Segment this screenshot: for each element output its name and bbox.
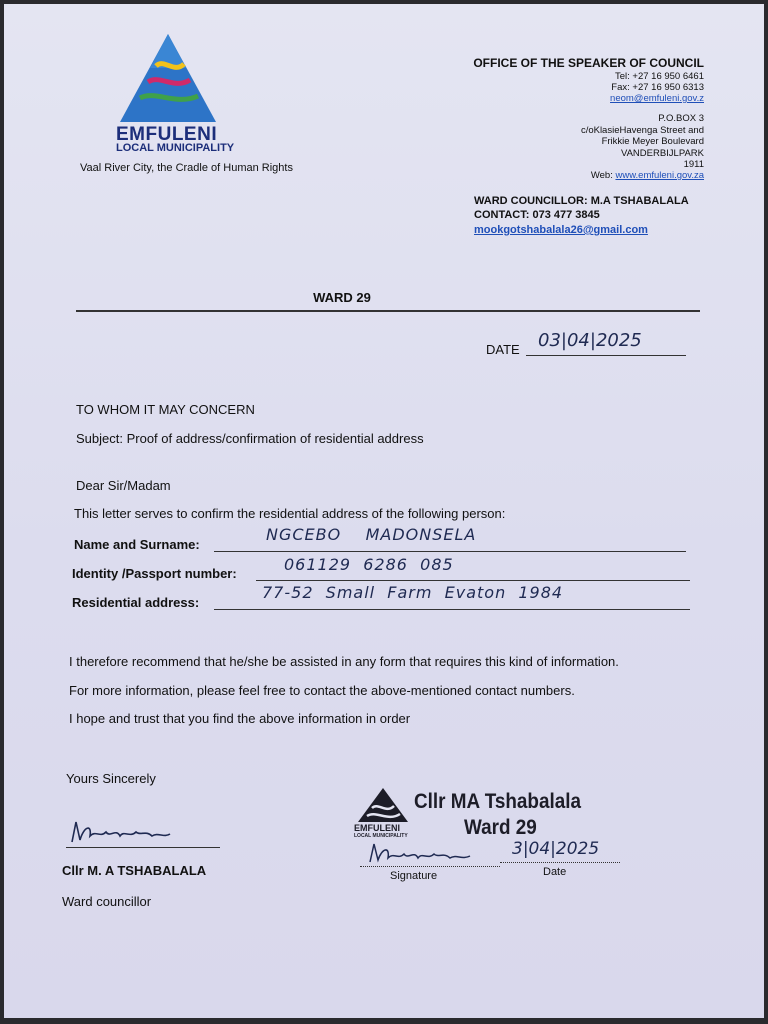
address-line-2: c/oKlasieHavenga Street and (580, 125, 704, 136)
header-divider (76, 310, 700, 312)
name-value: NGCEBO MADONSELA (266, 525, 477, 544)
closing: Yours Sincerely (66, 771, 156, 786)
logo-tagline: Vaal River City, the Cradle of Human Rights (80, 162, 293, 174)
stamp-logo-name: EMFULENI (354, 823, 400, 833)
logo-sub: LOCAL MUNICIPALITY (116, 142, 235, 154)
id-line (256, 580, 690, 581)
intro-text: This letter serves to confirm the residential address of the following person: (74, 506, 506, 521)
logo-name: EMFULENI (116, 124, 218, 145)
body-paragraph-2: For more information, please feel free to contact the above-mentioned contact numbers. (69, 683, 575, 698)
stamp-ward: Ward 29 (464, 816, 537, 839)
office-title: OFFICE OF THE SPEAKER OF COUNCIL (473, 56, 704, 70)
address-line-3: Frikkie Meyer Boulevard (601, 136, 704, 147)
date-line (526, 355, 686, 356)
stamp-name: Cllr MA Tshabalala (414, 790, 581, 813)
stamp-signature-line (360, 866, 500, 867)
councillor-contact: CONTACT: 073 477 3845 (474, 209, 600, 221)
letter-page (4, 4, 764, 1018)
stamp-date-value: 3|04|2025 (512, 839, 600, 859)
body-paragraph-3: I hope and trust that you find the above information in order (69, 711, 411, 726)
address-line-5: 1911 (683, 159, 704, 170)
date-value: 03|04|2025 (538, 330, 642, 351)
office-tel: Tel: +27 16 950 6461 (614, 71, 704, 82)
office-fax: Fax: +27 16 950 6313 (611, 82, 704, 93)
name-label: Name and Surname: (74, 537, 200, 552)
date-label: DATE (486, 342, 520, 357)
office-email-link[interactable]: neom@emfuleni.gov.z (610, 93, 704, 104)
stamp-date-line (500, 862, 620, 863)
signer-name: Cllr M. A TSHABALALA (62, 863, 207, 878)
address-line (214, 609, 690, 610)
signer-role: Ward councillor (62, 894, 152, 909)
address-label: Residential address: (72, 595, 200, 610)
greeting-to: TO WHOM IT MAY CONCERN (76, 402, 255, 417)
stamp-signature-icon (366, 840, 476, 868)
ward-councillor: WARD COUNCILLOR: M.A TSHABALALA (474, 195, 689, 207)
signature-line (66, 847, 220, 848)
name-line (214, 551, 686, 552)
address-line-4: VANDERBIJLPARK (620, 148, 704, 159)
id-label: Identity /Passport number: (72, 566, 237, 581)
municipality-logo-icon (118, 32, 218, 124)
office-web: Web: www.emfuleni.gov.za (590, 170, 704, 181)
councillor-email-link[interactable]: mookgotshabalala26@gmail.com (474, 224, 648, 236)
salutation: Dear Sir/Madam (76, 478, 171, 493)
address-value: 77-52 Small Farm Evaton 1984 (262, 583, 564, 602)
address-line-1: P.O.BOX 3 (658, 113, 704, 124)
stamp-signature-label: Signature (390, 870, 438, 882)
office-web-link[interactable]: www.emfuleni.gov.za (615, 170, 704, 181)
id-value: 061129 6286 085 (284, 555, 454, 574)
body-paragraph-1: I therefore recommend that he/she be assisted in any form that requires this kind of information. (69, 654, 619, 669)
stamp-logo-icon (356, 786, 410, 824)
signature-icon (66, 816, 186, 848)
stamp-logo-sub: LOCAL MUNICIPALITY (354, 833, 408, 839)
subject-line: Subject: Proof of address/confirmation of residential address (76, 431, 424, 446)
ward-title: WARD 29 (313, 290, 371, 305)
stamp-date-label: Date (543, 866, 567, 878)
